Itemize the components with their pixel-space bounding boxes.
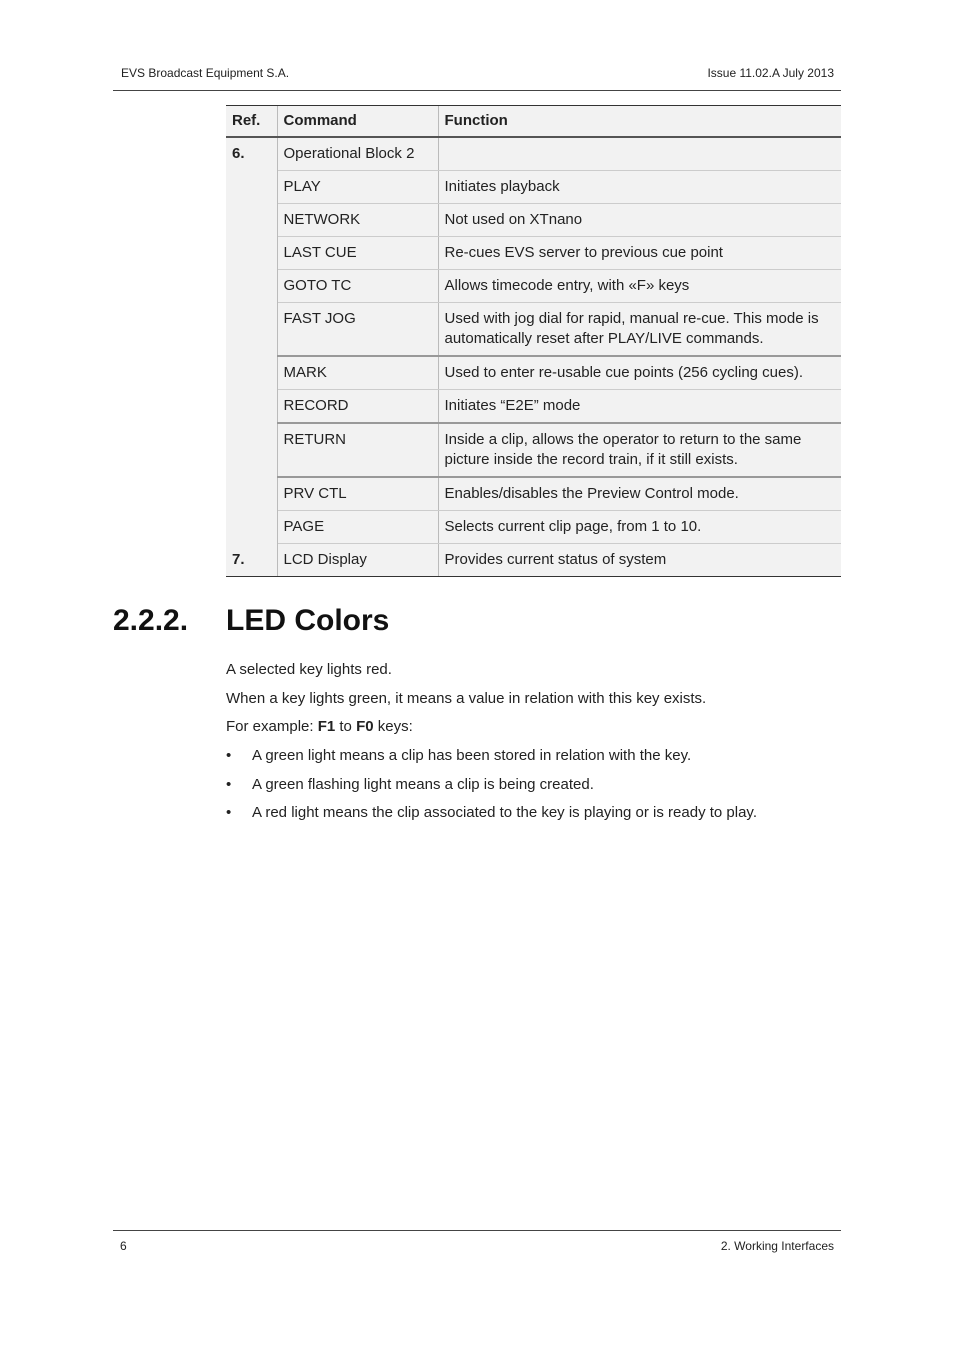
header-company: EVS Broadcast Equipment S.A. [121, 66, 290, 80]
list-item-text: A red light means the clip associated to the key is playing or is ready to play. [252, 804, 757, 822]
command-cell: PRV CTL [277, 477, 438, 511]
command-cell: MARK [277, 356, 438, 390]
bullet-icon: • [226, 804, 232, 822]
header-ref: Ref. [226, 106, 277, 138]
table-row [226, 270, 841, 303]
header-function: Function [438, 106, 841, 138]
paragraph: When a key lights green, it means a value in relation with this key exists. [226, 689, 707, 707]
section-body [226, 660, 841, 832]
table-row [226, 137, 841, 171]
page-footer [113, 1230, 841, 1255]
footer-chapter: 2. Working Interfaces [720, 1239, 834, 1253]
list-item [226, 775, 841, 795]
table-row [226, 237, 841, 270]
ref-cell: 6. [226, 137, 277, 544]
command-cell: RECORD [277, 390, 438, 424]
function-cell: Inside a clip, allows the operator to return to the same picture inside the record train, if it still exists. [438, 423, 841, 477]
section-number: 2.2.2. [113, 604, 189, 637]
table-row [226, 204, 841, 237]
function-cell: Provides current status of system [438, 544, 841, 577]
key-f1: F1 [317, 718, 336, 736]
table-row [226, 356, 841, 390]
page-header [113, 66, 841, 91]
header-command: Command [277, 106, 438, 138]
command-cell: PLAY [277, 171, 438, 204]
function-cell: Initiates “E2E” mode [438, 390, 841, 424]
command-cell: PAGE [277, 511, 438, 544]
command-cell: GOTO TC [277, 270, 438, 303]
example-paragraph [226, 717, 841, 737]
section-title: LED Colors [226, 604, 390, 637]
function-cell: Enables/disables the Preview Control mode. [438, 477, 841, 511]
page-number: 6 [120, 1239, 127, 1253]
key-f0: F0 [356, 718, 374, 736]
paragraph: A selected key lights red. [226, 661, 392, 678]
bullet-list [226, 746, 841, 823]
command-cell: LCD Display [277, 544, 438, 577]
function-cell: Selects current clip page, from 1 to 10. [438, 511, 841, 544]
command-cell: NETWORK [277, 204, 438, 237]
command-cell: Operational Block 2 [277, 137, 438, 171]
list-item [226, 746, 841, 766]
function-cell: Initiates playback [438, 171, 841, 204]
bullet-icon: • [226, 747, 232, 765]
list-item [226, 803, 841, 823]
function-cell: Used to enter re-usable cue points (256 cycling cues). [438, 356, 841, 390]
function-cell: Re-cues EVS server to previous cue point [438, 237, 841, 270]
function-cell: Allows timecode entry, with «F» keys [438, 270, 841, 303]
table-row [226, 511, 841, 544]
command-cell: RETURN [277, 423, 438, 477]
table-row [226, 544, 841, 577]
header-issue: Issue 11.02.A July 2013 [707, 66, 834, 80]
command-cell: LAST CUE [277, 237, 438, 270]
ref-cell: 7. [226, 544, 277, 577]
bullet-icon: • [226, 775, 232, 793]
list-item-text: A green light means a clip has been stored in relation with the key. [252, 747, 692, 765]
function-cell: Not used on XTnano [438, 204, 841, 237]
table-row [226, 303, 841, 357]
list-item-text: A green flashing light means a clip is being created. [252, 775, 594, 793]
example-suffix: keys: [373, 718, 413, 736]
function-cell [438, 137, 841, 171]
table-row [226, 477, 841, 511]
command-table [226, 105, 841, 577]
command-cell: FAST JOG [277, 303, 438, 357]
example-prefix: For example: [226, 718, 318, 736]
table-row [226, 171, 841, 204]
function-cell: Used with jog dial for rapid, manual re-cue. This mode is automatically reset after PLAY/LIVE commands. [438, 303, 841, 357]
table-header-row [226, 106, 841, 138]
table-row [226, 390, 841, 424]
example-mid: to [335, 718, 357, 736]
table-row [226, 423, 841, 477]
